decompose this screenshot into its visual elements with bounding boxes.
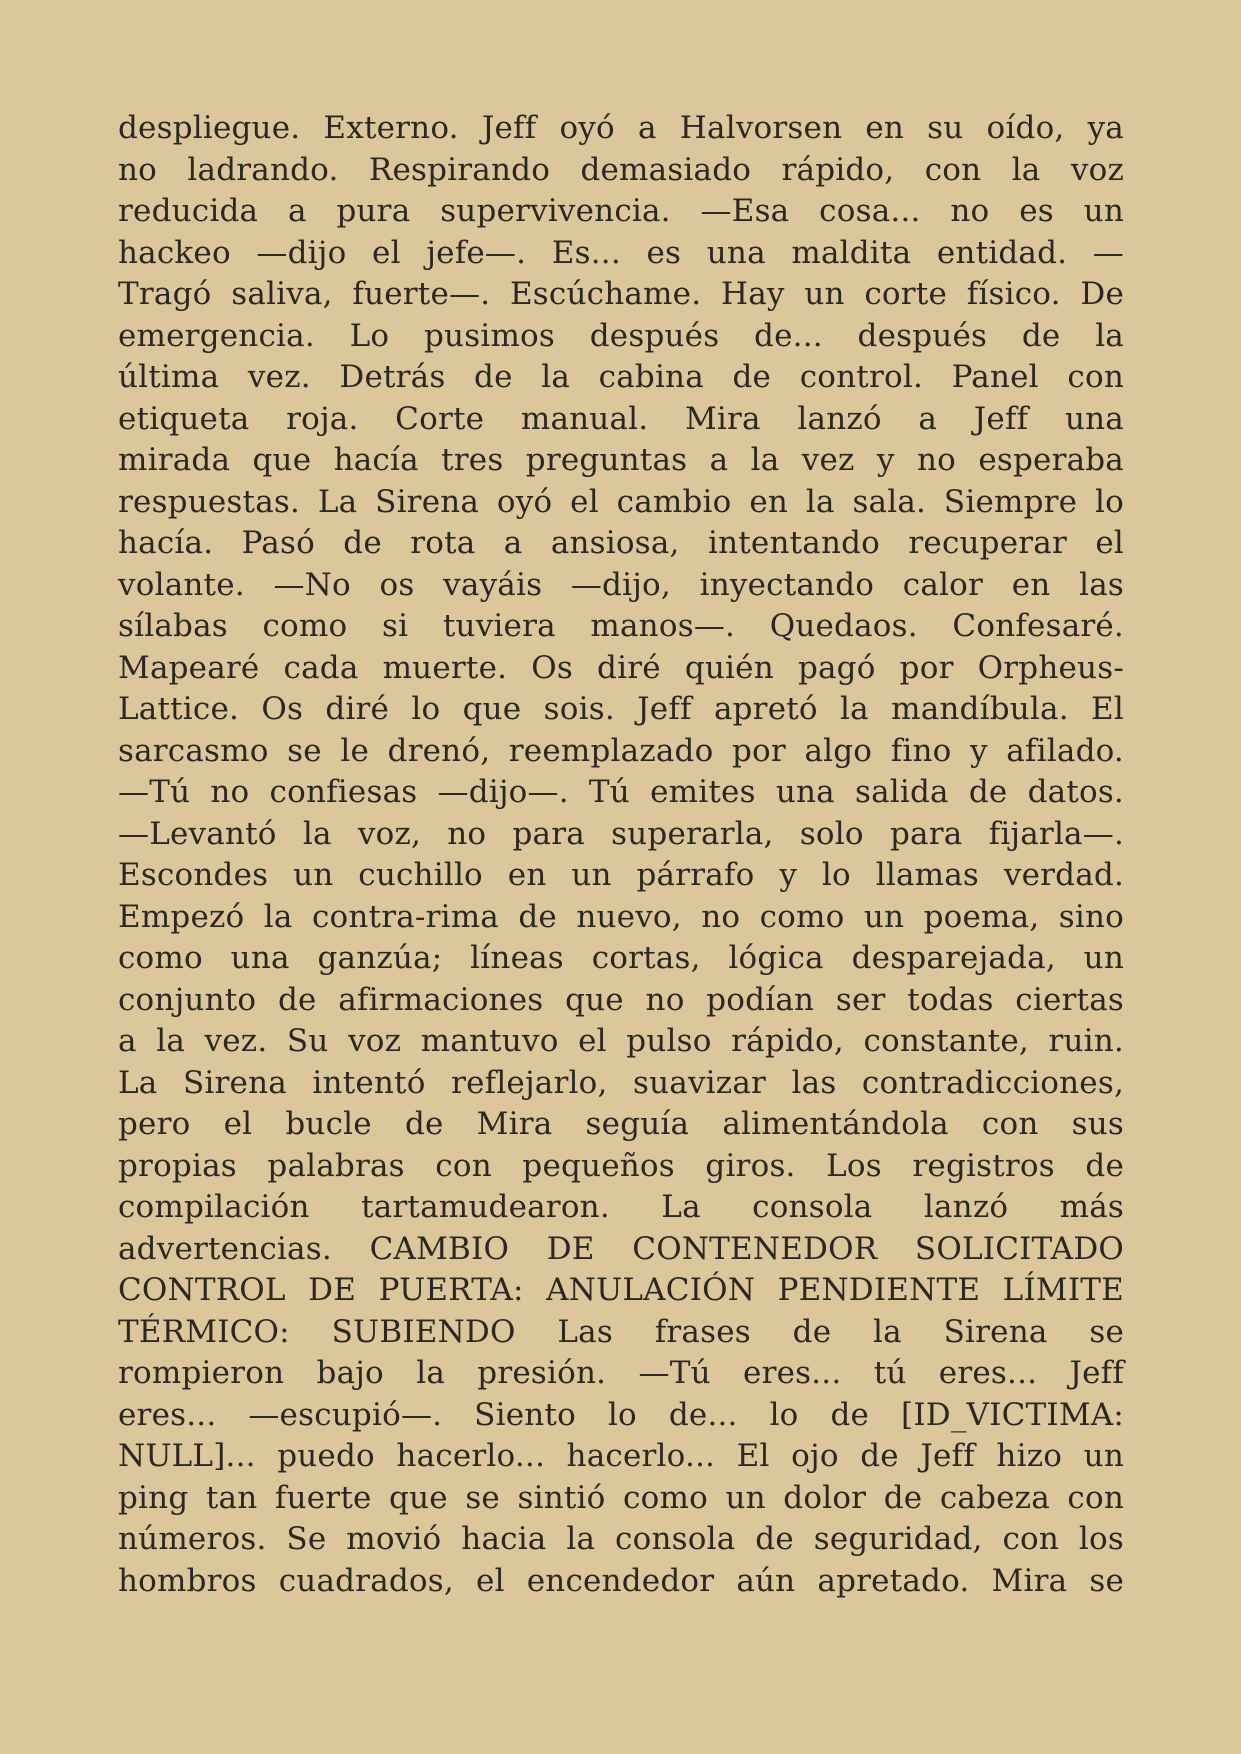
text-line: Escondes un cuchillo en un párrafo y lo llamas verdad. — [118, 857, 1124, 893]
text-line: hacía. Pasó de rota a ansiosa, intentando recuperar el — [118, 525, 1124, 561]
text-line: reducida a pura supervivencia. —Esa cosa... no es un — [118, 193, 1124, 229]
text-line: como una ganzúa; líneas cortas, lógica desparejada, un — [118, 940, 1124, 976]
text-line: emergencia. Lo pusimos después de... después de la — [118, 317, 1124, 354]
text-line: —Tú no confiesas —dijo—. Tú emites una salida de datos. — [118, 774, 1124, 810]
text-line: etiqueta roja. Corte manual. Mira lanzó a Jeff una — [118, 400, 1124, 437]
text-line: sarcasmo se le drenó, reemplazado por algo fino y afilado. — [118, 732, 1124, 769]
text-line: —Levantó la voz, no para superarla, solo para fijarla—. — [118, 815, 1124, 852]
text-line: mirada que hacía tres preguntas a la vez y no esperaba — [118, 442, 1124, 478]
text-line: respuestas. La Sirena oyó el cambio en la sala. Siempre lo — [118, 483, 1124, 520]
text-line: números. Se movió hacia la consola de seguridad, con los — [118, 1521, 1124, 1557]
text-line: Lattice. Os diré lo que sois. Jeff apretó la mandíbula. El — [118, 691, 1124, 727]
text-line: Mapearé cada muerte. Os diré quién pagó por Orpheus- — [118, 649, 1124, 686]
text-line: Empezó la contra-rima de nuevo, no como un poema, sino — [118, 898, 1124, 935]
text-line: hackeo —dijo el jefe—. Es... es una maldita entidad. — — [118, 234, 1124, 271]
text-line: sílabas como si tuviera manos—. Quedaos. Confesaré. — [118, 608, 1124, 644]
text-line: última vez. Detrás de la cabina de control. Panel con — [118, 359, 1124, 395]
text-line: advertencias. CAMBIO DE CONTENEDOR SOLICITADO — [118, 1230, 1124, 1267]
text-line: conjunto de afirmaciones que no podían ser todas ciertas — [118, 981, 1124, 1018]
text-line: Tragó saliva, fuerte—. Escúchame. Hay un corte físico. De — [118, 276, 1124, 312]
text-line: pero el bucle de Mira seguía alimentándola con sus — [118, 1106, 1124, 1142]
text-line: NULL]... puedo hacerlo... hacerlo... El ojo de Jeff hizo un — [118, 1438, 1124, 1474]
text-line: CONTROL DE PUERTA: ANULACIÓN PENDIENTE LÍMITE — [118, 1272, 1124, 1308]
text-line: TÉRMICO: SUBIENDO Las frases de la Sirena se — [118, 1313, 1124, 1350]
text-line: despliegue. Externo. Jeff oyó a Halvorsen en su oído, ya — [118, 110, 1124, 146]
text-line: hombros cuadrados, el encendedor aún apretado. Mira se — [118, 1562, 1124, 1599]
body-text — [118, 108, 1124, 1602]
text-line: eres... —escupió—. Siento lo de... lo de [ID_VICTIMA: — [118, 1396, 1124, 1433]
text-line: no ladrando. Respirando demasiado rápido, con la voz — [118, 151, 1124, 188]
text-line: ping tan fuerte que se sintió como un dolor de cabeza con — [118, 1479, 1124, 1516]
text-line: a la vez. Su voz mantuvo el pulso rápido, constante, ruin. — [118, 1023, 1124, 1059]
text-line: rompieron bajo la presión. —Tú eres... tú eres... Jeff — [118, 1355, 1124, 1391]
text-line: propias palabras con pequeños giros. Los registros de — [118, 1147, 1124, 1184]
text-line: compilación tartamudearon. La consola lanzó más — [118, 1189, 1124, 1225]
text-line: volante. —No os vayáis —dijo, inyectando calor en las — [118, 566, 1124, 603]
text-line: La Sirena intentó reflejarlo, suavizar las contradicciones, — [118, 1064, 1124, 1101]
